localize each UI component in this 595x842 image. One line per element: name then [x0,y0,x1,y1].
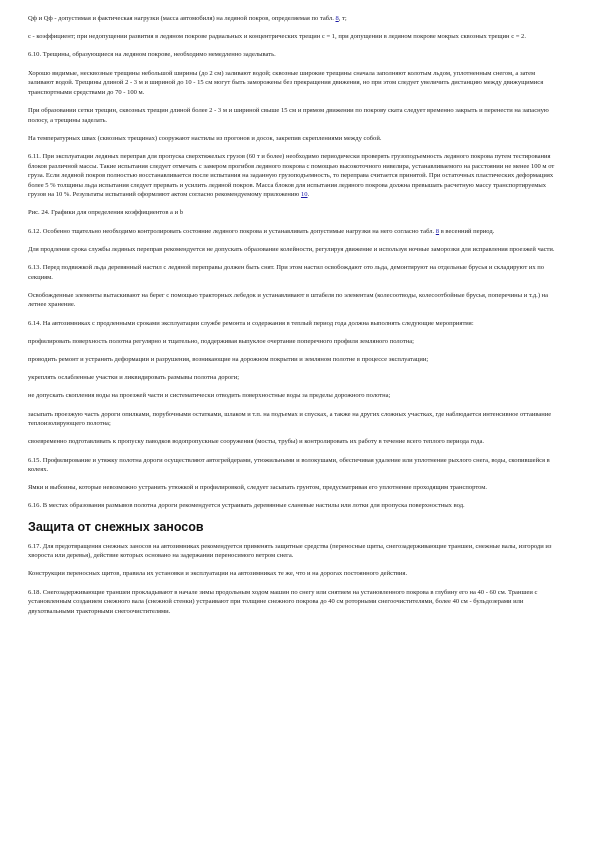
paragraph [28,106,562,125]
paragraph [28,410,562,429]
paragraph-text: Конструкции переносных щитов, правила их установки и эксплуатации на автозимниках те же, что и на дорогах постоянного действия. [28,570,408,578]
paragraph [28,373,562,383]
paragraph [28,337,562,347]
paragraph [28,569,562,579]
paragraph-text: 6.16. В местах образования размывов полотна дороги рекомендуется устраивать деревянные сланевые настилы или лотки для пропуска поверхностных вод. [28,502,465,510]
paragraph [28,227,562,237]
paragraph-text: 6.12. Особенно тщательно необходимо контролировать состояние ледяного покрова и устанавливать допустимые нагрузки на него согласно табл. [28,227,436,235]
paragraph [28,69,562,98]
paragraph-text: 6.13. Перед подвижкой льда деревянный настил с ледяной переправы должен быть снят. При этом настил освобождают ото льда, демонтируют на отдельные брусья и складируют их по секциям. [28,264,545,281]
section-heading: Защита от снежных заносов [28,519,204,534]
paragraph-text: проводить ремонт и устранять деформации и разрушения, возникающие на дорожном покрытии и земляном полотне в процессе эксплуатации; [28,355,429,363]
paragraph [28,32,562,42]
paragraph-text: На температурных швах (сквозных трещинах) сооружают настилы из прогонов и досок, закрепив скреплениями между собой. [28,134,382,142]
paragraph-text: Освобожденные элементы вытаскивают на берег с помощью тракторных лебедок и устанавливают в штабеля по элементам (колесоотводы, колесоотбойные брусья, поперечины и т.д.) на летнее хранение. [28,291,549,309]
paragraph-text: При образовании сетки трещин, сквозных трещин длиной более 2 - 3 м и шириной свыше 15 см и прямом движении по покрову ската следует временно закрыть и перенести на запасную полосу, а трещины заделать. [28,106,549,124]
paragraph [28,456,562,475]
paragraph-text: Хорошо видимые, несквозные трещины небольшой ширины (до 2 см) заливают водой; сквозные широкие трещины сначала заполняют колотым льдом, уплотненным снегом, а затем заливают водой. Трещины длиной 2 - 3 м и шириной до 10 - 15 см могут быть заморожены без прекращения движения, но при этом следует увеличить дистанцию между движущимися транспортными средствами до 70 - 100 м. [28,69,544,96]
paragraph-text: 6.11. При эксплуатации ледяных переправ для пропуска сверхтяжелых грузов (60 т и более) необходимо периодически проверять грузоподъемность ледяного покрова путем тестирования блоков различной массы. Такие испытания следует отмечать с замером прогибов ледяного покрова с помощью высокоточного нивелира, устанавливаемого на расстоянии не менее 100 м от груза. Если ледяной покров полностью восстанавливается после испытания на заданную грузоподъемность, то переправа считается принятой. При остаточных пластических деформациях более 5 % толщины льда испытания следует прервать и усилить ледяной покров. Масса блоков для испытания ледяного покрова должна превышать расчетную массу транспортируемых грузов на 10 %. Результаты испытаний оформляют актом согласно рекомендуемому приложению [28,152,555,199]
paragraph-text: 6.17. Для предотвращения снежных заносов на автозимниках рекомендуется применять защитные средства (переносные щиты, снегозадерживающие траншеи, снежные валы, изгороди из хвороста или деревья), действие которых основано на задержании переносимого ветром снега. [28,542,552,560]
paragraph [28,291,562,310]
paragraph [28,391,562,401]
paragraph [28,50,562,60]
paragraph-text: своевременно подготавливать к пропуску паводков водопропускные сооружения (мосты, трубы) и контролировать их работу в течение всего теплого периода года. [28,438,485,446]
reference-link[interactable]: 8 [435,227,440,235]
paragraph-text: засыпать проезжую часть дороги опилками, порубочными остатками, шлаком и т.п. на подъемах и спусках, а также на других сложных участках, где наблюдается интенсивное оттаивание теплоизолирующего полотна; [28,410,552,428]
paragraph-text: Ямки и выбоины, которые невозможно устранить утюжкой и профилировкой, следует засыпать грунтом, предусматривая его уплотнение проходящим транспортом. [28,484,488,492]
paragraph-text: , т; [338,15,347,22]
document-page [28,14,562,616]
paragraph [28,588,562,617]
paragraph-text: . [307,191,310,199]
paragraph [28,483,562,493]
paragraph [28,501,562,511]
paragraph [28,542,562,561]
reference-link[interactable]: 8 [335,15,339,22]
paragraph-text: 6.10. Трещины, образующиеся на ледяном покрове, необходимо немедленно заделывать. [28,51,276,59]
paragraph-text: профилировать поверхность полотна регулярно и тщательно, поддерживая выпуклое очертание поперечного профиля земляного полотна; [28,337,414,345]
paragraph-text: укреплять ослабленные участки и ликвидировать размывы полотна дороги; [28,374,240,382]
paragraph [28,437,562,447]
paragraph-text: 6.18. Снегозадерживающие траншеи прокладывают в начале зимы продольным ходом машин по снегу или снятием на установленного покрова в глубину его на 40 - 60 см. Траншеи с установленным созданием снежного вала (снежной стенки) устраивают при толщине снежного покрова до 40 см роторными снегоочистителями, более 40 см - бульдозерами или двухотвальными тракторными снегоочистителями. [28,588,538,615]
paragraph-text: 6.15. Профилирование и утяжку полотна дороги осуществляют автогрейдерами, утюжильными и волокушами, обеспечивая удаление или уплотнение рыхлого снега, воды, скопившейся в колеях. [28,456,550,474]
paragraph [28,134,562,144]
paragraph-text: с - коэффициент; при недопущении развития в ледяном покрове радиальных и концентрических трещин с = 1, при допущении в ледяном покрове мокрых сквозных трещин с = 2. [28,33,526,41]
paragraph-text: Рис. 24. Графики для определения коэффициентов а и b [28,209,184,217]
paragraph-text: Для продления срока службы ледяных переправ рекомендуется не допускать образование колейности, регулируя движение и используя ночные заморозки для исправления проезжей части. [28,245,555,253]
paragraph [28,14,562,24]
paragraph [28,152,562,200]
paragraph-text: Qф и Qф - допустимая и фактическая нагрузки (масса автомобиля) на ледяной покров, определяемая по табл. [28,15,336,22]
paragraph [28,208,562,218]
paragraph [28,355,562,365]
reference-link[interactable]: 10 [300,191,308,199]
paragraph [28,245,562,255]
paragraph [28,263,562,282]
paragraph [28,319,562,329]
paragraph-text: 6.14. На автозимниках с продленными сроками эксплуатации службе ремонта и содержания в теплый период года должна выполнять следующие мероприятия: [28,319,474,327]
paragraph-text: не допускать скопления воды на проезжей части и систематически отводить поверхностные воды за пределы дорожного полотна; [28,392,391,400]
paragraph-text: в весенний период. [439,227,495,235]
